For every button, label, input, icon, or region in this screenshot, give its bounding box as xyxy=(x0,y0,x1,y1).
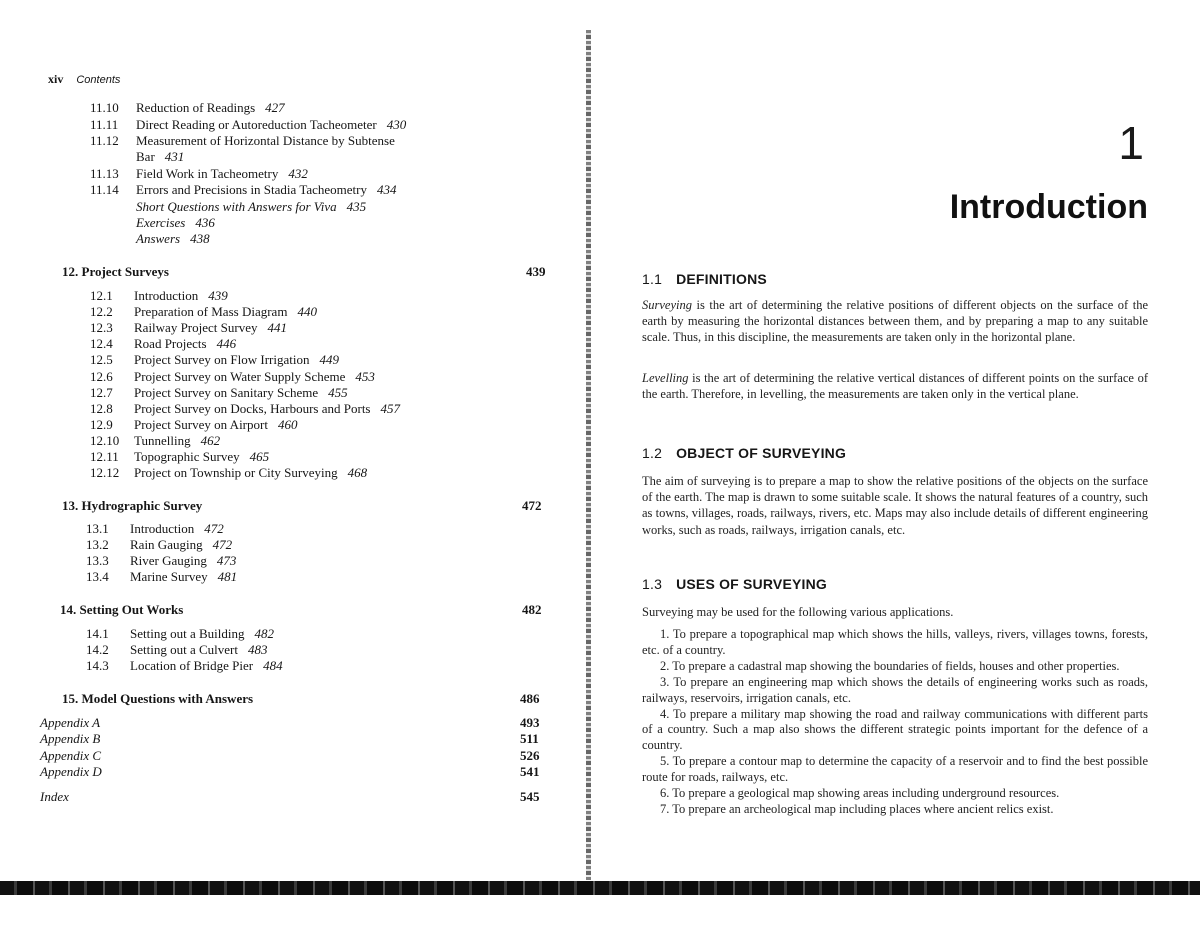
index-page: 545 xyxy=(520,789,540,804)
list-item: 7. To prepare an archeological map including places where ancient relics exist. xyxy=(660,801,1054,816)
page-number: xiv xyxy=(48,72,64,86)
uses-list xyxy=(642,627,1148,818)
list-item: 2. To prepare a cadastral map showing the boundaries of fields, houses and other properties. xyxy=(660,658,1120,673)
chapter-page-introduction xyxy=(600,0,1200,927)
list-item: 4. To prepare a military map showing the road and railway communications with different parts of a country. Such a map also shows the different strategic points important for the defence of a country. xyxy=(642,706,1148,753)
toc-entry: 11.11 Direct Reading or Autoreduction Tacheometer 430 xyxy=(90,117,407,132)
toc-entry: 13.4 Marine Survey 481 xyxy=(86,569,238,584)
toc-entry: 11.13 Field Work in Tacheometry 432 xyxy=(90,166,308,181)
toc-entry: 11.10 Reduction of Readings 427 xyxy=(90,100,285,115)
appendix-label: Appendix D xyxy=(40,764,102,779)
chapter-page: 439 xyxy=(526,264,546,279)
paragraph-object: The aim of surveying is to prepare a map to show the relative positions of the objects on the surface of the earth. The map is drawn to some suitable scale. It shows the natural features of a country, such as towns, villages, roads, railways, rivers, etc. Maps may also include details of different engineering works, such as roads, railways, irrigation canals, etc. xyxy=(642,474,1148,537)
toc-entry: 12.12 Project on Township or City Surveying 468 xyxy=(90,465,368,480)
appendix-page: 493 xyxy=(520,715,540,730)
toc-entry-answers: Answers 438 xyxy=(136,231,210,246)
toc-entry: 14.3 Location of Bridge Pier 484 xyxy=(86,658,283,673)
appendix-page: 511 xyxy=(520,731,539,746)
toc-entry: 12.1 Introduction 439 xyxy=(90,288,228,303)
toc-entry: 12.5 Project Survey on Flow Irrigation 449 xyxy=(90,352,339,367)
toc-entry: 12.2 Preparation of Mass Diagram 440 xyxy=(90,304,317,319)
paragraph-surveying-definition: Surveying is the art of determining the relative positions of different objects on the surface of the earth by measuring the horizontal distances between them, and by preparing a map to any suitable scale. Thus, in this discipline, the measurements are taken only in the horizontal plane. xyxy=(642,298,1148,345)
toc-entry-viva: Short Questions with Answers for Viva 435 xyxy=(136,199,367,214)
chapter-heading: 15. Model Questions with Answers xyxy=(62,691,254,706)
running-head xyxy=(48,72,120,87)
toc-entry: 12.11 Topographic Survey 465 xyxy=(90,449,270,464)
index-label: Index xyxy=(40,789,69,804)
toc-entry: 11.12 Measurement of Horizontal Distance by Subtense xyxy=(90,133,395,148)
chapter-heading: 12. Project Surveys xyxy=(62,264,169,279)
list-item: 1. To prepare a topographical map which shows the hills, valleys, rivers, villages towns, forests, etc. of a country. xyxy=(642,627,1148,657)
book-gutter xyxy=(586,30,591,880)
section-heading-definitions: 1.1 DEFINITIONS xyxy=(642,271,767,287)
appendix-label: Appendix A xyxy=(40,715,101,730)
toc-entry: 14.1 Setting out a Building 482 xyxy=(86,626,274,641)
list-item: 5. To prepare a contour map to determine the capacity of a reservoir and to find the best possible route for roads, railways, etc. xyxy=(642,754,1148,785)
toc-entry: 14.2 Setting out a Culvert 483 xyxy=(86,642,268,657)
chapter-page: 482 xyxy=(522,602,542,617)
toc-entry-exercises: Exercises 436 xyxy=(136,215,215,230)
contents-page xyxy=(0,0,592,927)
chapter-page: 486 xyxy=(520,691,540,706)
toc-entry: 12.8 Project Survey on Docks, Harbours and Ports 457 xyxy=(90,401,400,416)
paragraph-levelling-definition: Levelling is the art of determining the relative vertical distances of different points on the surface of the earth. Therefore, in levelling, the measurements are taken only in the vertical plane. xyxy=(642,371,1148,402)
toc-entry: 13.2 Rain Gauging 472 xyxy=(86,537,233,552)
scan-edge-band xyxy=(0,881,1200,895)
toc-entry: 13.3 River Gauging 473 xyxy=(86,553,237,568)
running-head-title: Contents xyxy=(76,74,121,86)
appendix-page: 541 xyxy=(520,764,540,779)
appendix-label: Appendix B xyxy=(40,731,101,746)
toc-entry: 12.7 Project Survey on Sanitary Scheme 455 xyxy=(90,385,348,400)
section-heading-object: 1.2 OBJECT OF SURVEYING xyxy=(642,445,847,461)
appendix-label: Appendix C xyxy=(40,748,102,763)
toc-entry: 12.3 Railway Project Survey 441 xyxy=(90,320,287,335)
section-heading-uses: 1.3 USES OF SURVEYING xyxy=(642,576,828,592)
toc-entry: 11.14 Errors and Precisions in Stadia Tacheometry 434 xyxy=(90,182,397,197)
chapter-heading: 14. Setting Out Works xyxy=(60,602,184,617)
paragraph-uses-intro: Surveying may be used for the following various applications. xyxy=(642,605,954,619)
toc-entry: 12.10 Tunnelling 462 xyxy=(90,433,221,448)
appendix-page: 526 xyxy=(520,748,540,763)
list-item: 6. To prepare a geological map showing areas including underground resources. xyxy=(660,786,1060,801)
chapter-number: 1 xyxy=(1118,117,1144,169)
toc-entry-continuation: Bar 431 xyxy=(136,149,185,164)
toc-entry: 12.9 Project Survey on Airport 460 xyxy=(90,417,298,432)
toc-entry: 13.1 Introduction 472 xyxy=(86,521,224,536)
list-item: 3. To prepare an engineering map which shows the details of engineering works such as roads, railways, reservoirs, irrigation canals, etc. xyxy=(642,674,1148,705)
toc-entry: 12.4 Road Projects 446 xyxy=(90,336,237,351)
chapter-title: Introduction xyxy=(949,188,1148,226)
chapter-heading: 13. Hydrographic Survey xyxy=(62,498,203,513)
chapter-page: 472 xyxy=(522,498,542,513)
toc-entry: 12.6 Project Survey on Water Supply Scheme 453 xyxy=(90,369,375,384)
